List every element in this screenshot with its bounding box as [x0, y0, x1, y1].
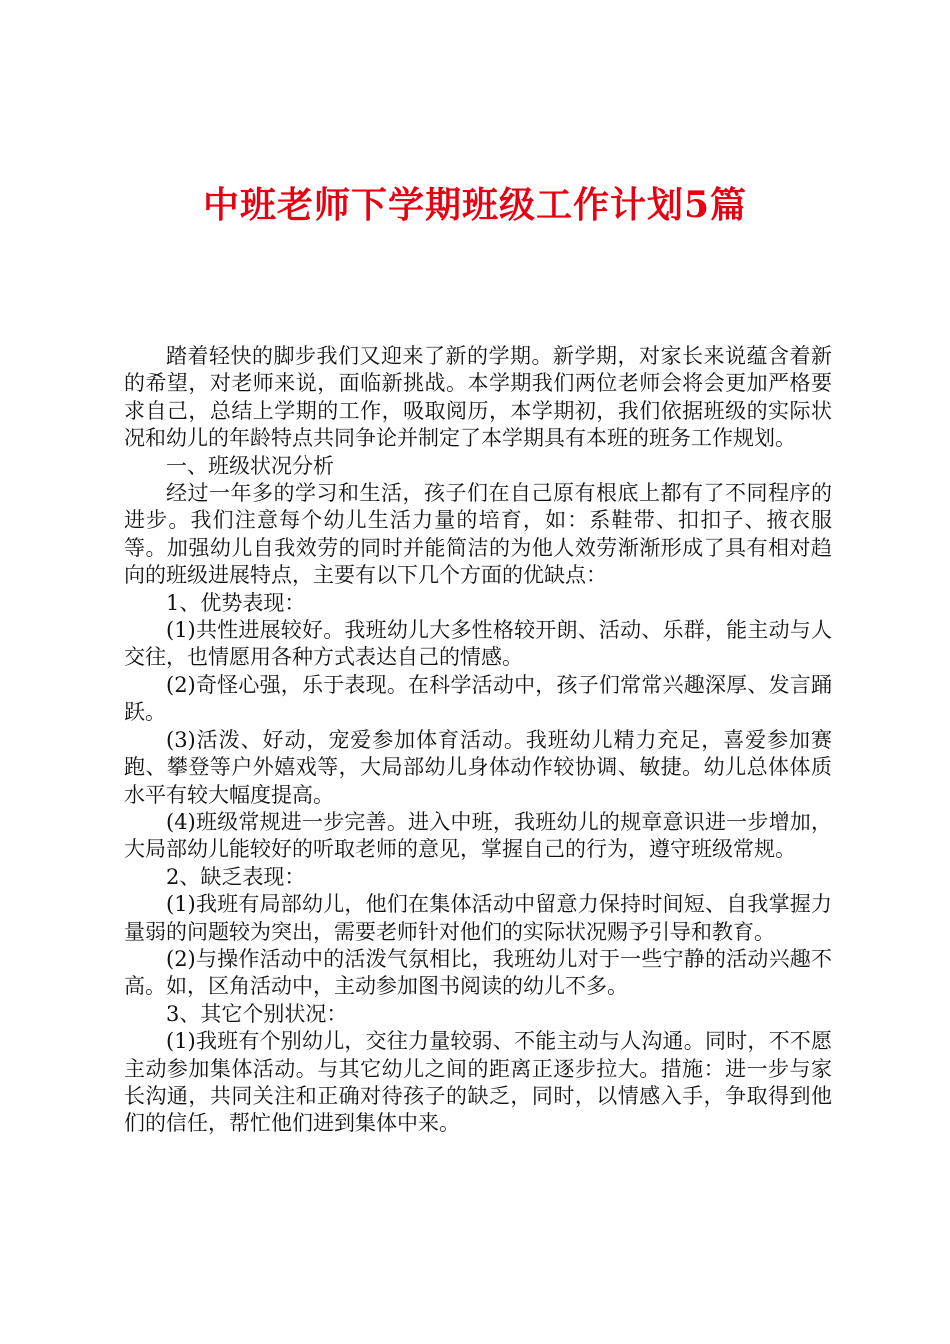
strength-item-4: (4)班级常规进一步完善。进入中班，我班幼儿的规章意识进一步增加，大局部幼儿能较好的听取老师的意见，掌握自己的行为，遵守班级常规。 — [124, 809, 832, 862]
document-body — [124, 343, 832, 1138]
status-paragraph: 经过一年多的学习和生活，孩子们在自己原有根底上都有了不同程序的进步。我们注意每个幼儿生活力量的培育，如：系鞋带、扣扣子、掖衣服等。加强幼儿自我效劳的同时并能简洁的为他人效劳渐渐形成了具有相对趋向的班级进展特点，主要有以下几个方面的优缺点： — [124, 481, 832, 588]
strength-item-3: (3)活泼、好动，宠爱参加体育活动。我班幼儿精力充足，喜爱参加赛跑、攀登等户外嬉戏等，大局部幼儿身体动作较协调、敏捷。幼儿总体体质水平有较大幅度提高。 — [124, 727, 832, 807]
section-heading-class-status: 一、班级状况分析 — [166, 453, 334, 478]
other-case-item-1: (1)我班有个别幼儿，交往力量较弱、不能主动与人沟通。同时，不不愿主动参加集体活动。与其它幼儿之间的距离正逐步拉大。措施：进一步与家长沟通，共同关注和正确对待孩子的缺乏，同时，以情感入手，争取得到他们的信任，帮忙他们进到集体中来。 — [124, 1029, 832, 1136]
weakness-item-2: (2)与操作活动中的活泼气氛相比，我班幼儿对于一些宁静的活动兴趣不高。如，区角活动中，主动参加图书阅读的幼儿不多。 — [124, 946, 832, 999]
subheading-weaknesses: 2、缺乏表现： — [166, 864, 306, 889]
strength-item-2: (2)奇怪心强，乐于表现。在科学活动中，孩子们常常兴趣深厚、发言踊跃。 — [124, 672, 832, 725]
weakness-item-1: (1)我班有局部幼儿，他们在集体活动中留意力保持时间短、自我掌握力量弱的问题较为突出，需要老师针对他们的实际状况赐予引导和教育。 — [124, 892, 832, 944]
subheading-other-cases: 3、其它个别状况： — [166, 1001, 348, 1026]
intro-paragraph: 踏着轻快的脚步我们又迎来了新的学期。新学期，对家长来说蕴含着新的希望，对老师来说，面临新挑战。本学期我们两位老师会将会更加严格要求自己，总结上学期的工作，吸取阅历，本学期初，我们依据班级的实际状况和幼儿的年龄特点共同争论并制定了本学期具有本班的班务工作规划。 — [124, 344, 832, 451]
subheading-strengths: 1、优势表现： — [166, 590, 306, 615]
document-title: 中班老师下学期班级工作计划5篇 — [202, 184, 748, 226]
strength-item-1: (1)共性进展较好。我班幼儿大多性格较开朗、活动、乐群，能主动与人交往，也情愿用各种方式表达自己的情感。 — [124, 618, 832, 670]
